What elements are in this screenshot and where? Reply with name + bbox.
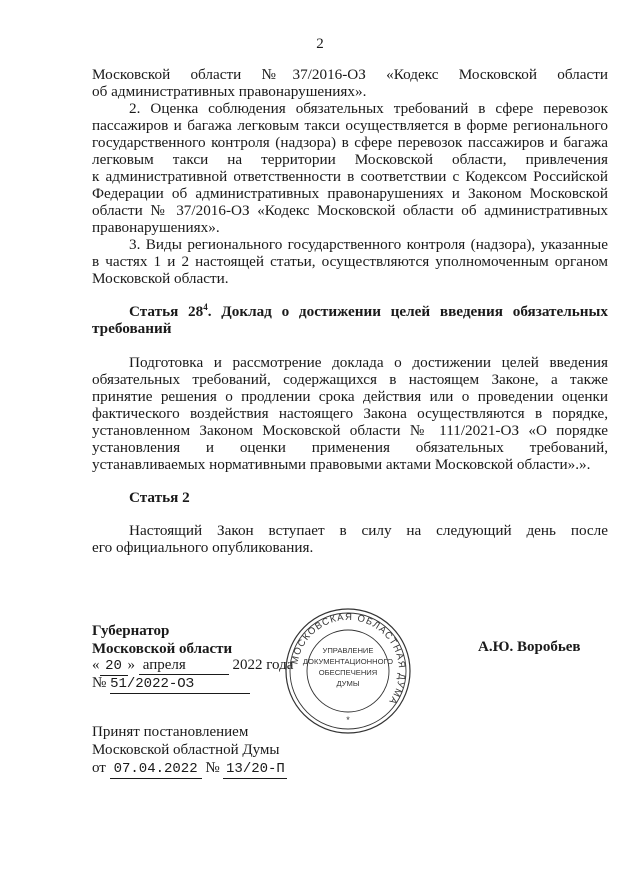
- seal-center-line: ДУМЫ: [336, 679, 360, 688]
- adoption-from-label: от: [92, 760, 106, 776]
- text-line: области № 37/2016-ОЗ «Кодекс Московской области об административных: [92, 202, 608, 219]
- seal-center-line: ДОКУМЕНТАЦИОННОГО: [302, 657, 394, 666]
- signing-date: [92, 656, 293, 676]
- text-line: устанавливаемых нормативными правовыми актами Московской области».».: [92, 456, 591, 473]
- page-number: 2: [316, 36, 324, 52]
- text-line: установленном Законом Московской области № 111/2021-ОЗ «О порядке: [92, 422, 608, 439]
- date-day: 20: [100, 657, 128, 676]
- adoption-number: 13/20-П: [223, 760, 287, 779]
- signer-title: Губернатор: [92, 623, 170, 639]
- date-open-quote: «: [92, 657, 100, 673]
- adoption-line: Московской областной Думы: [92, 742, 280, 758]
- text-line: Московской области №37/2016-ОЗ «Кодекс Московской области: [92, 66, 608, 83]
- seal-center-line: ОБЕСПЕЧЕНИЯ: [318, 668, 378, 677]
- adoption-line: Принят постановлением: [92, 724, 249, 740]
- law-number: [92, 674, 250, 694]
- date-close-quote: »: [127, 657, 135, 673]
- text-line: об административных правонарушениях».: [92, 83, 367, 100]
- text-line: в частях 1 и 2 настоящей статьи, осуществляются уполномоченным органом: [92, 253, 608, 270]
- article-heading-prefix: Статья 28: [129, 303, 204, 320]
- date-year: 2022 года: [232, 657, 294, 673]
- article-2-heading: Статья 2: [129, 489, 190, 506]
- seal-star-icon: *: [346, 715, 350, 725]
- article-heading: [129, 303, 608, 320]
- text-line: Федерации об административных правонарушениях и Законом Московской: [92, 185, 608, 202]
- adoption-number-sign: №: [205, 760, 220, 776]
- adoption-date: 07.04.2022: [110, 760, 202, 779]
- seal-ring-text: МОСКОВСКАЯ ОБЛАСТНАЯ ДУМА: [289, 611, 408, 707]
- text-line: правонарушениях».: [92, 219, 220, 236]
- text-line: фактического воздействия настоящего Закона осуществляются в порядке,: [92, 405, 608, 422]
- text-line: пассажиров и багажа легковым такси осуществляется в форме регионального: [92, 117, 608, 134]
- law-number-value: 51/2022-ОЗ: [110, 675, 250, 694]
- text-line: государственного контроля (надзора) в сфере перевозок пассажиров и багажа: [92, 134, 608, 151]
- article-heading-superscript: 4: [203, 301, 208, 312]
- signer-name: А.Ю. Воробьев: [478, 639, 581, 655]
- text-line: Подготовка и рассмотрение доклада о достижении целей введения: [129, 354, 608, 371]
- text-line: 2. Оценка соблюдения обязательных требований в сфере перевозок: [129, 100, 608, 117]
- text-line: его официального опубликования.: [92, 539, 314, 556]
- text-line: Московской области.: [92, 270, 229, 287]
- signer-title-region: Московской области: [92, 641, 233, 657]
- text-line: 3. Виды регионального государственного контроля (надзора), указанные: [129, 236, 608, 253]
- text-line: принятие решения о продлении срока действия или о проведении оценки: [92, 388, 608, 405]
- round-seal-stamp: [283, 606, 413, 736]
- text-line: к административной ответственности в соответствии с Кодексом Российской: [92, 168, 608, 185]
- article-heading-continued: требований: [92, 320, 172, 337]
- text-line: Настоящий Закон вступает в силу на следующий день после: [129, 522, 608, 539]
- adoption-reference: [92, 759, 287, 779]
- text-line: установления и оценки применения обязательных требований,: [92, 439, 608, 456]
- date-month: апреля: [139, 656, 229, 675]
- article-heading-rest: . Доклад о достижении целей введения обязательных: [207, 303, 609, 320]
- text-line: легковым такси на территории Московской области, привлечения: [92, 151, 608, 168]
- text-line: обязательных требований, содержащихся в настоящем Законе, а также: [92, 371, 608, 388]
- law-number-sign: №: [92, 675, 107, 691]
- seal-center-line: УПРАВЛЕНИЕ: [322, 646, 374, 655]
